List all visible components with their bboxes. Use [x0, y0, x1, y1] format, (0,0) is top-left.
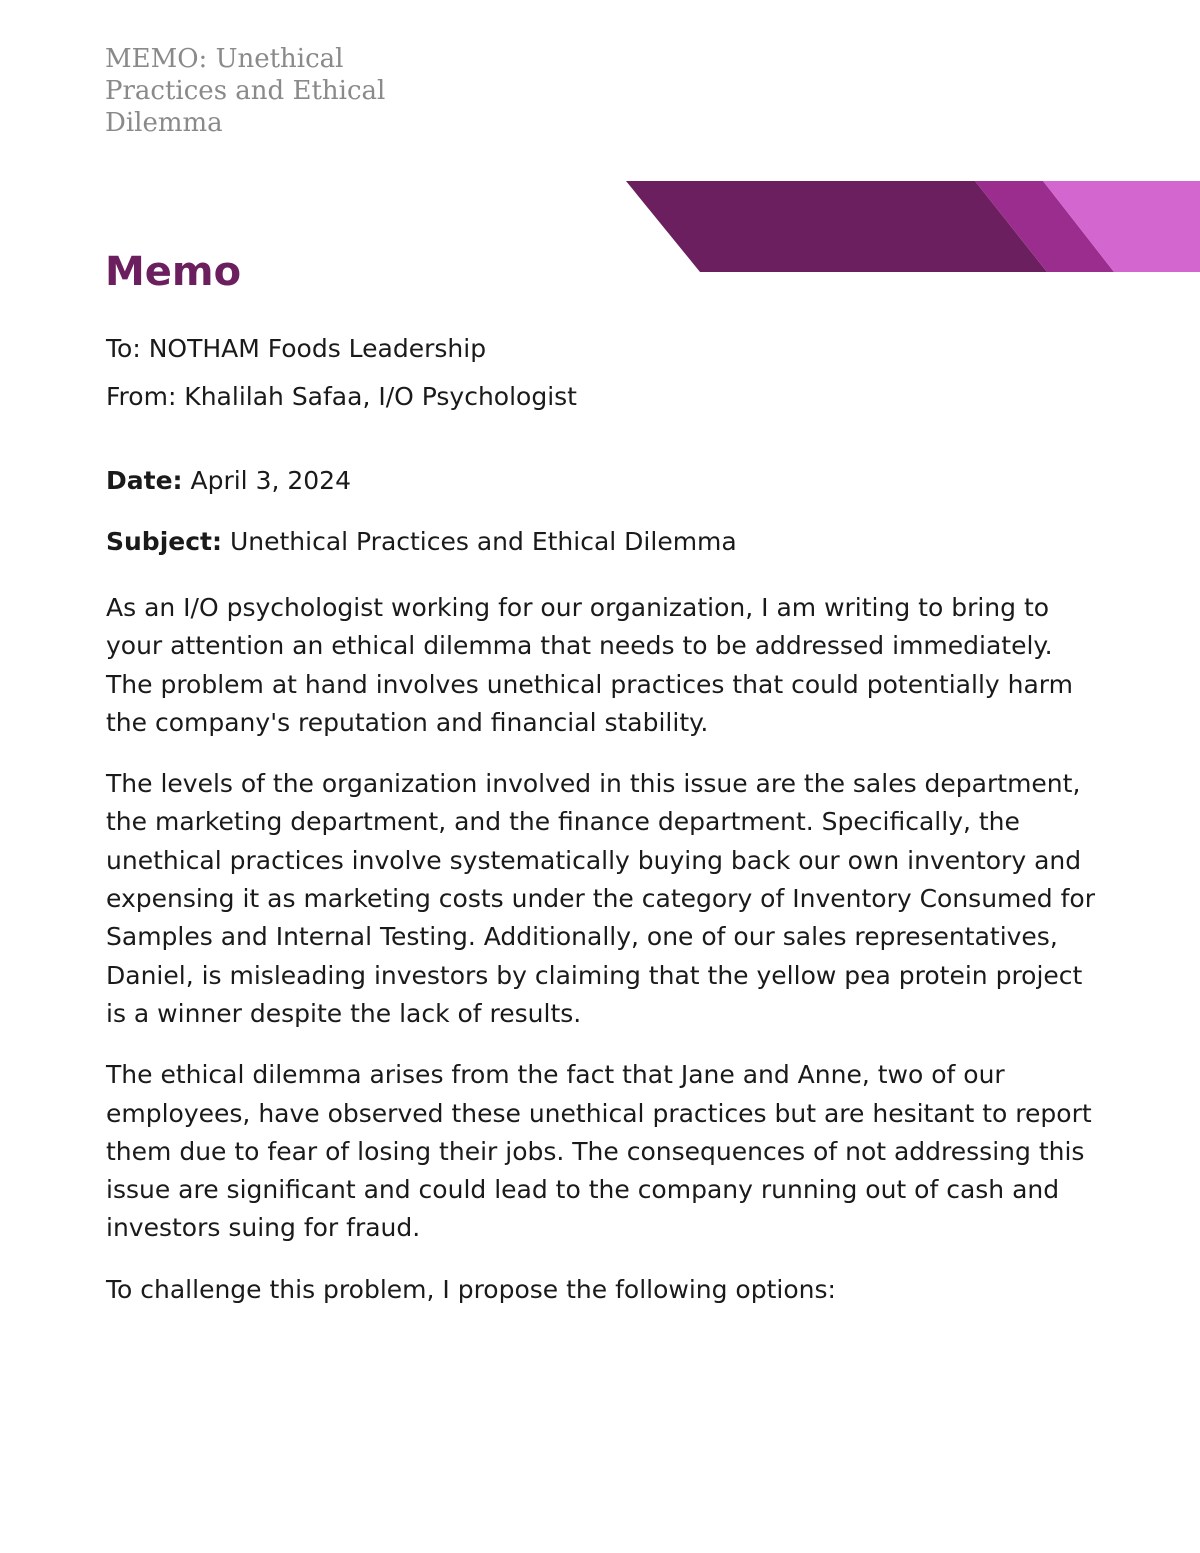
routing-block [106, 334, 577, 430]
date-value: April 3, 2024 [190, 466, 351, 495]
memo-body [106, 589, 1106, 1332]
subject-label: Subject: [106, 527, 222, 556]
subject-line [106, 527, 1106, 557]
body-paragraph: The levels of the organization involved in this issue are the sales department, the marketing department, and the finance department. Specifically, the unethical practices involve systematically buying back our own inventory and expensing it as marketing costs under the category of Inventory Consumed for Samples and Internal Testing. Additionally, one of our sales representatives, Daniel, is misleading investors by claiming that the yellow pea protein project is a winner despite the lack of results. [106, 769, 1095, 1028]
banner-dark-band [626, 181, 1047, 272]
date-line [106, 466, 1106, 496]
body-paragraph: The ethical dilemma arises from the fact that Jane and Anne, two of our employees, have observed these unethical practices but are hesitant to report them due to fear of losing their jobs. The consequences of not addressing this issue are significant and could lead to the company running out of cash and investors suing for fraud. [106, 1060, 1092, 1243]
body-paragraph: To challenge this problem, I propose the following options: [106, 1274, 836, 1304]
subject-value: Unethical Practices and Ethical Dilemma [229, 527, 737, 556]
memo-heading: Memo [105, 249, 242, 295]
date-label: Date: [106, 466, 183, 495]
memo-meta [106, 466, 1106, 588]
body-paragraph: As an I/O psychologist working for our organization, I am writing to bring to your attention an ethical dilemma that needs to be addressed immediately. The problem at hand involves unethical practices that could potentially harm the company's reputation and financial stability. [106, 593, 1073, 737]
from-line: From: Khalilah Safaa, I/O Psychologist [106, 382, 577, 411]
to-line: To: NOTHAM Foods Leadership [106, 334, 487, 363]
document-header-title: MEMO: Unethical Practices and Ethical Dilemma [105, 44, 386, 138]
